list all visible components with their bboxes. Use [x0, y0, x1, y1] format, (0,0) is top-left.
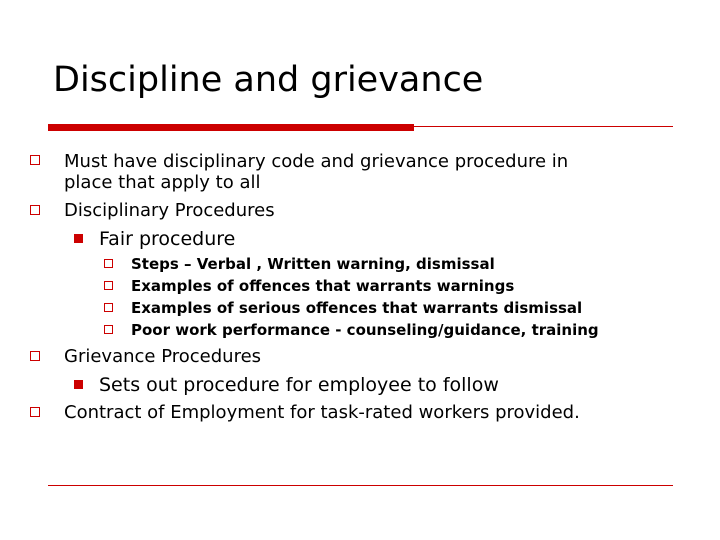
title-underline-thick	[48, 124, 414, 131]
hollow-square-bullet-icon	[30, 205, 40, 215]
filled-square-bullet-icon	[74, 234, 83, 243]
sub-bullet-text: Fair procedure	[99, 228, 236, 250]
hollow-square-bullet-icon	[104, 325, 113, 334]
sub-sub-bullet-text: Examples of serious offences that warrants dismissal	[131, 299, 583, 317]
hollow-square-bullet-icon	[30, 155, 40, 165]
hollow-square-bullet-icon	[104, 303, 113, 312]
bullet-text: Disciplinary Procedures	[64, 200, 275, 221]
sub-bullet-text: Sets out procedure for employee to follow	[99, 374, 499, 396]
filled-square-bullet-icon	[74, 380, 83, 389]
sub-sub-bullet-text: Poor work performance - counseling/guidance, training	[131, 321, 599, 339]
bullet-text: Contract of Employment for task-rated workers provided.	[64, 402, 580, 423]
bullet-text: Grievance Procedures	[64, 346, 262, 367]
bullet-text-continuation: place that apply to all	[64, 172, 261, 193]
hollow-square-bullet-icon	[30, 407, 40, 417]
slide-title: Discipline and grievance	[53, 60, 484, 100]
bullet-text: Must have disciplinary code and grievance procedure in	[64, 151, 569, 172]
footer-divider	[48, 485, 673, 486]
sub-sub-bullet-text: Examples of offences that warrants warnings	[131, 277, 515, 295]
sub-sub-bullet-text: Steps – Verbal , Written warning, dismissal	[131, 255, 495, 273]
hollow-square-bullet-icon	[104, 281, 113, 290]
hollow-square-bullet-icon	[104, 259, 113, 268]
title-underline-thin	[414, 126, 673, 127]
hollow-square-bullet-icon	[30, 351, 40, 361]
